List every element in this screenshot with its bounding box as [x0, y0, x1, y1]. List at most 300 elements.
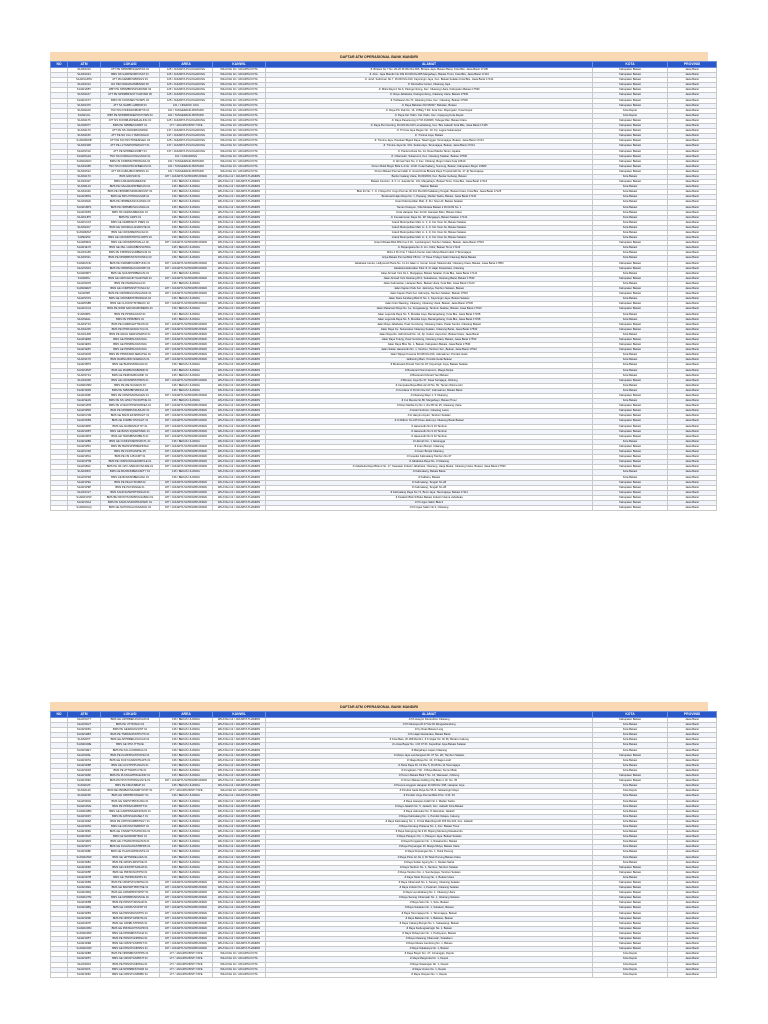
cell-area: 177 / JAKARTA BINTI TATE [160, 957, 213, 962]
cell-lokasi: BMS GE PRNSCNATIPNI 01 [101, 870, 160, 875]
cell-provinsi: Jawa Barat [668, 926, 717, 931]
cell-provinsi: Jawa Barat [668, 906, 717, 911]
cell-provinsi: Jawa Barat [668, 210, 717, 215]
cell-atm-id: S1AW1D6L [68, 753, 101, 758]
column-header-kota: KOTA [593, 712, 668, 718]
cell-kanwil: WILAYAH 12 / JAKARTA THAMRIN [213, 809, 266, 814]
cell-provinsi: Jawa Barat [668, 327, 717, 332]
cell-provinsi: Jawa Barat [668, 845, 717, 850]
cell-atm-id: S1AW1TAS [68, 297, 101, 302]
cell-lokasi: ATT PE NS 2024ORIGINPASI [101, 129, 160, 134]
cell-kota: Kabupaten Bekasi [593, 287, 668, 292]
cell-lokasi: BMS PE NPRMBKSSTATIONKG 03 [101, 256, 160, 261]
cell-alamat: Jl Inspeksi Kalimalang Tambun No.37 [266, 455, 593, 460]
cell-kanwil: WILAYAH 12 / JAKARTA THAMRIN [213, 455, 266, 460]
cell-atm-id: S1AW1308 [68, 144, 101, 149]
cell-alamat: Jl. Ahm. Jaya Mandiri No.169 Rt.003 Rw.005 Margahayu, Bekasi Timur, Kota Bks, Jawa Barat 17113 [266, 73, 593, 78]
cell-alamat: Jl Raya Jatimekar No. 8 Jatimekar, Jatiasih [266, 809, 593, 814]
cell-kanwil: WILAYAH 10 / JAKARTA KOTA [213, 789, 266, 794]
cell-provinsi: Jawa Barat [668, 83, 717, 88]
cell-kota: Kota Bekasi [593, 200, 668, 205]
cell-kanwil: WILAYAH 12 / JAKARTA THAMRIN [213, 794, 266, 799]
cell-atm-id: S1AW1012 [68, 83, 101, 88]
cell-provinsi: Jawa Barat [668, 281, 717, 286]
cell-provinsi: Jawa Barat [668, 103, 717, 108]
cell-kota: Kabupaten Bekasi [593, 378, 668, 383]
cell-lokasi: TNO NS KONDUPRLSFBEKASI 01 [101, 164, 160, 169]
cell-kota: Kota Bekasi [593, 850, 668, 855]
cell-kota: Kabupaten Bekasi [593, 327, 668, 332]
cell-area: 187 / JAKARTA SATRIAPRUWIRAI [160, 886, 213, 891]
cell-kota: Kota Bekasi [593, 220, 668, 225]
cell-area: 187 / JAKARTA SATRIAPRUWIRAI [160, 419, 213, 424]
cell-area: 125 / JAKARTA PULOGADUNG [160, 93, 213, 98]
cell-area: 136 / BEKASI JUANDA [160, 317, 213, 322]
cell-lokasi: BMS GE CONNOOEPNSRCTL 01 [101, 439, 160, 444]
page-1-title: DAFTAR ATM OPERASIONAL BANK MANDIRI [50, 52, 708, 61]
cell-alamat: Grand Metropolitan Mall, Jl. KH. Noer Ali, Bekasi Selatan [266, 200, 593, 205]
cell-alamat: Jalan Kalimantan, Harapan Baru, Bekasi Utara, Kota Bks, Jawa Barat 17123 [266, 281, 593, 286]
cell-alamat: Jl Pesona Anggrek Harapan Rt 009 Rw. 008, Harapan Jaya [266, 784, 593, 789]
cell-provinsi: Jawa Barat [668, 98, 717, 103]
cell-atm-id: S1AW1D6Z [68, 819, 101, 824]
cell-lokasi: BMS GE ANABAVNAT DT 01 [101, 424, 160, 429]
cell-alamat: Jl Raya Setu No. 1, Setu, Bekasi [266, 901, 593, 906]
cell-atm-id: S1AW1205 [68, 327, 101, 332]
cell-kota: Kabupaten Bekasi [593, 414, 668, 419]
cell-area: 187 / JAKARTA SATRIAPRUWIRAI [160, 921, 213, 926]
cell-atm-id: S1AW1MX [68, 784, 101, 789]
document-page-1 [50, 52, 708, 511]
cell-alamat: Jl Kalimalang, Tengah No 28 [266, 485, 593, 490]
cell-atm-id: S1AW1AYT [68, 718, 101, 723]
cell-lokasi: BMS GE PRNSGNTSTAPR 01 [101, 926, 160, 931]
column-header-alamat: ALAMAT [266, 712, 593, 718]
cell-area: 187 / JAKARTA SATRIAPRUWIRAI [160, 444, 213, 449]
cell-provinsi: Jawa Barat [668, 875, 717, 880]
cell-lokasi: BMS GE CNNAPTSTHPRCDA 01 [101, 830, 160, 835]
cell-atm-id: S1AW1D9M [68, 383, 101, 388]
cell-area: 136 / BEKASI JUANDA [160, 758, 213, 763]
cell-alamat: Jl Raya Teluk Pucung No. 1, Bekasi Utara [266, 875, 593, 880]
cell-provinsi: Jawa Barat [668, 424, 717, 429]
cell-atm-id: S1AW0SB5 [68, 302, 101, 307]
cell-kota: Kabupaten Bekasi [593, 434, 668, 439]
cell-kanwil: WILAYAH 12 / JAKARTA THAMRIN [213, 758, 266, 763]
cell-lokasi: BMS GE CROMMNSTDRIN 01 [101, 378, 160, 383]
cell-atm-id: S1AW1D8S [68, 419, 101, 424]
cell-atm-id: S1AW1D8F [68, 850, 101, 855]
cell-lokasi: BMS PE NPRBEKASIBIT 01 [101, 124, 160, 129]
cell-provinsi: Jawa Barat [668, 753, 717, 758]
cell-kanwil: WILAYAH 12 / JAKARTA THAMRIN [213, 343, 266, 348]
cell-lokasi: BMS PE CRPRMSAYANGANGK 01 [101, 292, 160, 297]
cell-area: 187 / JAKARTA SATRIAPRUWIRAI [160, 937, 213, 942]
cell-kota: Kota Bekasi [593, 799, 668, 804]
cell-alamat: Jalan Raya Rs. Hidrofonelli No. 14, Kp. Kebon Jaya Aren, Bekasi Utara, Jawa Barat [266, 332, 593, 337]
cell-kanwil: WILAYAH 12 / JAKARTA THAMRIN [213, 506, 266, 511]
cell-atm-id: S1AW1010 [68, 68, 101, 73]
cell-alamat: Jl Hikmah No. 1 Jatirangga [266, 439, 593, 444]
cell-alamat: Grand Metropolitan Mall, Lt. 3, Jl. KH. Noer Ali, Bekasi Selatan [266, 225, 593, 230]
cell-provinsi: Jawa Barat [668, 870, 717, 875]
cell-area: 187 / JAKARTA SATRIAPRUWIRAI [160, 916, 213, 921]
cell-kanwil: WILAYAH 12 / JAKARTA THAMRIN [213, 840, 266, 845]
cell-alamat: Jl Kh Hasyim Diurendrso Cikarang [266, 718, 593, 723]
cell-kota: Kota Bekasi [593, 271, 668, 276]
cell-alamat: Jl Cikarang Rayo 1, 5 Cikarang [266, 394, 593, 399]
cell-provinsi: Jawa Barat [668, 881, 717, 886]
cell-area: 136 / BEKASI JUANDA [160, 185, 213, 190]
cell-alamat: Jl Raya Perjuangan Rt. Marga Mulya, Bekasi Utara [266, 845, 593, 850]
cell-alamat: Jl Pondok Ungu Permai Blok 8 No. 6 Rt. 03 [266, 794, 593, 799]
cell-alamat: Jl Raya Pekayon No. 1, Pekayon Jaya, Bekasi Selatan [266, 835, 593, 840]
cell-alamat: Jl Raya Kedungwaringin No. 1, Bekasi [266, 926, 593, 931]
cell-provinsi: Jawa Barat [668, 809, 717, 814]
cell-area: 187 / JAKARTA SATRIAPRUWIRAI [160, 911, 213, 916]
cell-lokasi: BMS PE CRNPSAMSAGEN 04 [101, 394, 160, 399]
cell-atm-id: S1AW1T16 [68, 322, 101, 327]
cell-kanwil: WILAYAH 10 / JAKARTA KOTA [213, 124, 266, 129]
cell-kanwil: WILAYAH 12 / JAKARTA THAMRIN [213, 784, 266, 789]
cell-alamat: Jl Jababeka Raya No. 3 Cikarang [266, 460, 593, 465]
cell-kanwil: WILAYAH 12 / JAKARTA THAMRIN [213, 804, 266, 809]
cell-atm-id: S1AW1P9Z [68, 475, 101, 480]
cell-area: 187 / JAKARTA SATRIAPRUWIRAI [160, 292, 213, 297]
cell-area: 125 / JAKARTA PULOGADUNG [160, 88, 213, 93]
cell-kota: Kabupaten Bekasi [593, 118, 668, 123]
cell-area: 136 / BEKASI JUANDA [160, 236, 213, 241]
cell-area: 136 / BEKASI JUANDA [160, 195, 213, 200]
cell-atm-id: S1AW1D7V [68, 845, 101, 850]
cell-area: 137 / JAKARTA PULOGADUNG [160, 149, 213, 154]
cell-provinsi: Jawa Barat [668, 840, 717, 845]
cell-provinsi: Jawa Barat [668, 891, 717, 896]
cell-kota: Kota Bekasi [593, 383, 668, 388]
cell-area: 177 / JAKARTA BINTI TATE [160, 967, 213, 972]
cell-provinsi: Jawa Barat [668, 470, 717, 475]
cell-kanwil: WILAYAH 12 / JAKARTA THAMRIN [213, 241, 266, 246]
cell-kota: Kabupaten Bekasi [593, 394, 668, 399]
cell-provinsi: Jawa Barat [668, 485, 717, 490]
cell-kanwil: WILAYAH 12 / JAKARTA THAMRIN [213, 485, 266, 490]
cell-kota: Kota Depok [593, 113, 668, 118]
cell-lokasi: BMS PE NPRMBKSSUMUAT 01 [101, 409, 160, 414]
cell-lokasi: BMS GE BANSNOBEKASIITY 01 [101, 470, 160, 475]
cell-lokasi: BMS GE GRNDPRSTAPNT 01 [101, 891, 160, 896]
cell-kanwil: WILAYAH 12 / JAKARTA THAMRIN [213, 332, 266, 337]
cell-kota: Kabupaten Bekasi [593, 343, 668, 348]
cell-kanwil: WILAYAH 12 / JAKARTA THAMRIN [213, 495, 266, 500]
cell-lokasi: BMS GE NPRMBKSTGNR 01 [101, 967, 160, 972]
cell-alamat: Jl Hasanudin No.9 10 Tambun [266, 434, 593, 439]
cell-kanwil: WILAYAH 12 / JAKARTA THAMRIN [213, 292, 266, 297]
cell-alamat: Jl Kh Agus Salim No 3, Cikarang [266, 506, 593, 511]
cell-atm-id: S1AW1D5P [68, 870, 101, 875]
cell-kanwil: WILAYAH 12 / JAKARTA THAMRIN [213, 921, 266, 926]
cell-kanwil: WILAYAH 12 / JAKARTA THAMRIN [213, 348, 266, 353]
column-header-no: NO [51, 62, 68, 68]
cell-provinsi: Jawa Barat [668, 332, 717, 337]
cell-lokasi: BMS PE NS 1251CMT 01 [101, 455, 160, 460]
cell-lokasi: BMS PE NPRMBKSJUANDA 01 [101, 205, 160, 210]
cell-area: 161 / TANGERANG BINTARO [160, 113, 213, 118]
cell-kota: Kabupaten Bekasi [593, 149, 668, 154]
cell-kota: Kota Bekasi [593, 855, 668, 860]
cell-provinsi: Jawa Barat [668, 200, 717, 205]
cell-atm-id: S1AW1D8N [68, 439, 101, 444]
cell-provinsi: Jawa Barat [668, 312, 717, 317]
cell-kota: Kabupaten Bekasi [593, 337, 668, 342]
cell-atm-id: S1AW1P9P [68, 485, 101, 490]
cell-area: 187 / JAKARTA SATRIAPRUWIRAI [160, 931, 213, 936]
cell-alamat: Jalan Raya Bhw No. 1, Bekasi, Kabupaten Bekasi, Jawa Barat 17530 [266, 343, 593, 348]
table-row [51, 972, 717, 977]
cell-lokasi: BMS PE NS 125 LIVEDAFOSAJRE 01 [101, 465, 160, 470]
cell-kota: Kabupaten Bekasi [593, 891, 668, 896]
cell-area: 136 / BEKASI JUANDA [160, 220, 213, 225]
cell-kota: Kota Bekasi [593, 312, 668, 317]
cell-kota: Kota Bekasi [593, 809, 668, 814]
cell-kanwil: WILAYAH 12 / JAKARTA THAMRIN [213, 450, 266, 455]
cell-atm-id: S1AW0677 [68, 124, 101, 129]
cell-lokasi: BMS NS CERDASBEKASI 01 [101, 210, 160, 215]
cell-lokasi: BMS GE CRNSTGNPRST 01 [101, 942, 160, 947]
cell-kota: Kota Bekasi [593, 830, 668, 835]
cell-atm-id: S1AW1109 [68, 108, 101, 113]
cell-area: 136 / BEKASI JUANDA [160, 439, 213, 444]
cell-area: 136 / BEKASI JUANDA [160, 784, 213, 789]
cell-provinsi: Jawa Barat [668, 287, 717, 292]
cell-lokasi: BMS PE GRPS 01 [101, 215, 160, 220]
cell-area: 136 / BEKASI JUANDA [160, 383, 213, 388]
cell-area: 137 / JAKARTA PULOGADUNG [160, 144, 213, 149]
cell-kota: Kabupaten Bekasi [593, 460, 668, 465]
cell-kanwil: WILAYAH 12 / JAKARTA THAMRIN [213, 763, 266, 768]
cell-lokasi: ATT SA NAMB LAMBOR 03 [101, 103, 160, 108]
cell-lokasi: BMS PE PPRKARANGTUA 01 [101, 327, 160, 332]
cell-atm-id: S1AW1BIS [68, 470, 101, 475]
cell-alamat: Jl Ki Hajar Dewantara, Bekasi Barat [266, 733, 593, 738]
cell-atm-id: S1AW1D9C [68, 779, 101, 784]
cell-provinsi: Jawa Barat [668, 784, 717, 789]
cell-no [51, 972, 68, 977]
cell-kota: Kota Bekasi [593, 875, 668, 880]
cell-kanwil: WILAYAH 12 / JAKARTA THAMRIN [213, 215, 266, 220]
cell-lokasi: BMS PE GERARAGSINT 01 [101, 728, 160, 733]
cell-kota: Kabupaten Bekasi [593, 322, 668, 327]
cell-atm-id: S1AW1D02 [68, 799, 101, 804]
cell-kanwil: WILAYAH 12 / JAKARTA THAMRIN [213, 180, 266, 185]
cell-area: 136 / BEKASI JUANDA [160, 830, 213, 835]
cell-atm-id: S1AW1UUJ [68, 307, 101, 312]
cell-kanwil: WILAYAH 12 / JAKARTA THAMRIN [213, 460, 266, 465]
cell-lokasi: BMS GE CNRPMSSTITUNJA 02 [101, 287, 160, 292]
cell-provinsi: Jawa Barat [668, 317, 717, 322]
cell-kota: Kota Bekasi [593, 439, 668, 444]
cell-provinsi: Jawa Barat [668, 169, 717, 174]
cell-lokasi: BMS PE NPRBEKASIJUANDA 03 [101, 200, 160, 205]
cell-provinsi: Jawa Barat [668, 804, 717, 809]
cell-atm-id: S1AW0IPA [68, 312, 101, 317]
cell-kota: Kabupaten Bekasi [593, 424, 668, 429]
cell-kanwil: WILAYAH 12 / JAKARTA THAMRIN [213, 768, 266, 773]
cell-kota: Kabupaten Bekasi [593, 78, 668, 83]
cell-alamat: Jl Perum Bekasi Blok T No. 16, Wanasari, Cibitung [266, 774, 593, 779]
cell-provinsi: Jawa Barat [668, 495, 717, 500]
cell-kanwil: WILAYAH 12 / JAKARTA THAMRIN [213, 875, 266, 880]
cell-area: 187 / JAKARTA SATRIAPRUWIRAI [160, 424, 213, 429]
cell-alamat: Blok 6rt No. 7, Jl. Ir Raya Pd. Ungu Permai, Rt.011 Rw.009 Kaliabang Tengah, Bekasi Utara, Kota Bks, Jawa Barat 17125 [266, 190, 593, 195]
cell-kota: Kabupaten Bekasi [593, 779, 668, 784]
cell-lokasi: BMS GE TNPRSNGPRS 01 [101, 875, 160, 880]
cell-atm-id: S1AW1E1L [68, 317, 101, 322]
cell-area: 125 / JAKARTA PULOGADUNG [160, 83, 213, 88]
cell-provinsi: Jawa Barat [668, 241, 717, 246]
cell-alamat: Jl Raya Harapan Indah No 1, Medan Satria [266, 799, 593, 804]
cell-provinsi: Jawa Barat [668, 931, 717, 936]
cell-lokasi: BMS PE KLMPRIVANTONSA 01 [101, 753, 160, 758]
cell-area: 136 / BEKASI JUANDA [160, 875, 213, 880]
cell-provinsi: Jawa Barat [668, 728, 717, 733]
cell-lokasi: BMS GE NPRMBKSTGNA 01 [101, 931, 160, 936]
cell-area: 177 / JAKARTA BINTI TATE [160, 124, 213, 129]
cell-kanwil: WILAYAH 10 / JAKARTA KOTA [213, 118, 266, 123]
cell-provinsi: Jawa Barat [668, 434, 717, 439]
cell-kota: Kabupaten Bekasi [593, 870, 668, 875]
column-header-kanwil: KANWIL [213, 62, 266, 68]
cell-kanwil: WILAYAH 10 / JAKARTA KOTA [213, 68, 266, 73]
cell-atm-id: S1AW1EYK [68, 246, 101, 251]
cell-alamat: Barrier Galang Utara, Rt.003/003, Kec. Bantar Gebang, Bekasi [266, 174, 593, 179]
cell-kanwil: WILAYAH 12 / JAKARTA THAMRIN [213, 195, 266, 200]
cell-provinsi: Jawa Barat [668, 68, 717, 73]
cell-atm-id: S1AW1D6C [68, 972, 101, 977]
cell-lokasi: BMS DM NTAYSTPRNGANYE 01 [101, 779, 160, 784]
cell-kanwil: WILAYAH 12 / JAKARTA THAMRIN [213, 322, 266, 327]
cell-kanwil: WILAYAH 12 / JAKARTA THAMRIN [213, 281, 266, 286]
cell-lokasi: BMS GE NPRPBKSSSERY 03 [101, 794, 160, 799]
cell-lokasi: BMS PE PRNSTGNPRSA 01 [101, 962, 160, 967]
cell-lokasi: BMS GE NAKAPPRIBEKASI 01 [101, 271, 160, 276]
cell-kanwil: WILAYAH 10 / JAKARTA KOTA [213, 78, 266, 83]
cell-atm-id: S1AW1XLF [68, 149, 101, 154]
cell-alamat: Jl Raya Jatiasih No. 5, Jatiasih, Kec. Jatiasih Kota Bekasi [266, 804, 593, 809]
cell-alamat: Jalan Kapten Park Kel. Jatimulya, Tambun Selatan, Bekasi 17510 [266, 292, 593, 297]
column-header-no: NO [51, 712, 68, 718]
cell-area: 187 / JAKARTA SATRIAPRUWIRAI [160, 450, 213, 455]
cell-kanwil: WILAYAH 12 / JAKARTA THAMRIN [213, 205, 266, 210]
cell-alamat: Jl Raya Sukakarya No. 1, Bekasi [266, 947, 593, 952]
cell-area: 136 / BEKASI JUANDA [160, 297, 213, 302]
cell-atm-id: S1AW1D6M [68, 926, 101, 931]
cell-provinsi: Jawa Barat [668, 748, 717, 753]
cell-kota: Kota Bekasi [593, 256, 668, 261]
cell-atm-id: S1AW1B7S [68, 363, 101, 368]
cell-kota: Kota Bekasi [593, 804, 668, 809]
cell-provinsi: Jawa Barat [668, 225, 717, 230]
cell-atm-id: S1AW1A56 [68, 251, 101, 256]
cell-lokasi: WBT PE NPRMBKSDEPOKTOWN 01 [101, 113, 160, 118]
cell-area: 136 / BEKASI JUANDA [160, 809, 213, 814]
cell-alamat: Jalan Wijaya Kusuma Rt.006 Rw.016, Jatimakmur, Pondok Gede [266, 353, 593, 358]
cell-alamat: Jl Raya Sultan Agung No. 1, Medan Satria [266, 860, 593, 865]
cell-kanwil: WILAYAH 12 / JAKARTA THAMRIN [213, 753, 266, 758]
cell-lokasi: BMS GE PERNSABUHDIK 01 [101, 373, 160, 378]
cell-kota: Kota Bekasi [593, 743, 668, 748]
cell-provinsi: Jawa Barat [668, 774, 717, 779]
cell-atm-id: S1AW1KBY [68, 88, 101, 93]
cell-area: 187 / JAKARTA SATRIAPRUWIRAI [160, 947, 213, 952]
cell-kanwil: WILAYAH 10 / JAKARTA KOTA [213, 103, 266, 108]
cell-kanwil: WILAYAH 10 / JAKARTA KOTA [213, 73, 266, 78]
cell-alamat: Jl Raya Cikarang Cibarusah, Sukadami [266, 937, 593, 942]
cell-area: 125 / JAKARTA PULOGADUNG [160, 118, 213, 123]
cell-lokasi: BMS PE NPRSTGPRNTA 01 [101, 916, 160, 921]
cell-area: 136 / BEKASI JUANDA [160, 835, 213, 840]
cell-atm-id: S1AW1X27 [68, 490, 101, 495]
column-header-lokasi: LOKASI [101, 62, 160, 68]
cell-area: 136 / BEKASI JUANDA [160, 363, 213, 368]
cell-lokasi: BMS PE KALLCORRRAA 01 [101, 748, 160, 753]
cell-atm-id: S1AW1D6W [68, 947, 101, 952]
cell-atm-id: S1AW1D6U [68, 830, 101, 835]
cell-lokasi: ATT NS KONSBJAIPERHALING 01 [101, 118, 160, 123]
cell-lokasi: BMS GE GARPRNSARNOSAN 01 [101, 809, 160, 814]
atm-table-1 [50, 61, 717, 511]
cell-lokasi: ATT PE NO FNOTONESIGEG 03 [101, 139, 160, 144]
cell-kota: Kabupaten Bekasi [593, 409, 668, 414]
cell-provinsi: Jawa Barat [668, 455, 717, 460]
cell-kota: Kota Bekasi [593, 784, 668, 789]
cell-kanwil: WILAYAH 12 / JAKARTA THAMRIN [213, 942, 266, 947]
cell-atm-id: S1AW1D8Q [68, 906, 101, 911]
cell-kanwil: WILAYAH 12 / JAKARTA THAMRIN [213, 444, 266, 449]
cell-alamat: Jl Raya Tarumajaya No. 1, Tarumajaya, Bekasi [266, 911, 593, 916]
cell-atm-id: S1AW1179 [68, 129, 101, 134]
cell-atm-id: S1AW1VK0 [68, 450, 101, 455]
cell-provinsi: Jawa Barat [668, 394, 717, 399]
cell-provinsi: Jawa Barat [668, 855, 717, 860]
cell-atm-id: S1AW0G3A [68, 154, 101, 159]
cell-area: 136 / BEKASI JUANDA [160, 312, 213, 317]
cell-lokasi: BMS GE CROMALLANADOTE 01 [101, 225, 160, 230]
table-row [51, 506, 717, 511]
cell-alamat: Stasiun Bekasi [266, 185, 593, 190]
cell-kota: Kabupaten Bekasi [593, 139, 668, 144]
cell-lokasi: BMS GE BANSNOBEKANLI 01 [101, 475, 160, 480]
cell-kanwil: WILAYAH 12 / JAKARTA THAMRIN [213, 429, 266, 434]
cell-alamat: Jl. Pahlawan No.70, Cikarang Kota, Kec. Cikarang, Bekasi 17530 [266, 98, 593, 103]
cell-atm-id: S1AW1D8C [68, 860, 101, 865]
cell-provinsi: Jawa Barat [668, 768, 717, 773]
cell-alamat: Jl Raya Cibarusah No. 1, Serang, Cikarang Selatan [266, 881, 593, 886]
cell-alamat: Jl Jababeka Raya Blok A No. 17, Kawasan Industri Jababeka, Cikarang, Harja Mekar, Cikarang Utara, Bekasi, Jawa Barat 17530 [266, 465, 593, 470]
cell-kota: Kabupaten Bekasi [593, 68, 668, 73]
cell-kota: Kota Bekasi [593, 814, 668, 819]
cell-alamat: Jl. Mitra Raya II No.6, Pasirgombong, Kec. Cikarang Utara, Kabupaten Bekasi 17530 [266, 88, 593, 93]
cell-area: 136 / BEKASI JUANDA [160, 190, 213, 195]
cell-provinsi: Jawa Barat [668, 343, 717, 348]
cell-area: 187 / JAKARTA SATRIAPRUWIRAI [160, 337, 213, 342]
cell-area: 187 / JAKARTA SATRIAPRUWIRAI [160, 465, 213, 470]
cell-kota: Kabupaten Bekasi [593, 906, 668, 911]
cell-atm-id: S1AW1ARTA [68, 78, 101, 83]
cell-alamat: Jl Raya Perjuangan No. 1, Teluk Pucung [266, 850, 593, 855]
cell-area: 187 / JAKARTA SATRIAPRUWIRAI [160, 485, 213, 490]
cell-atm-id: S1AW1ID7 [68, 225, 101, 230]
cell-atm-id: S1AW1024 [68, 73, 101, 78]
